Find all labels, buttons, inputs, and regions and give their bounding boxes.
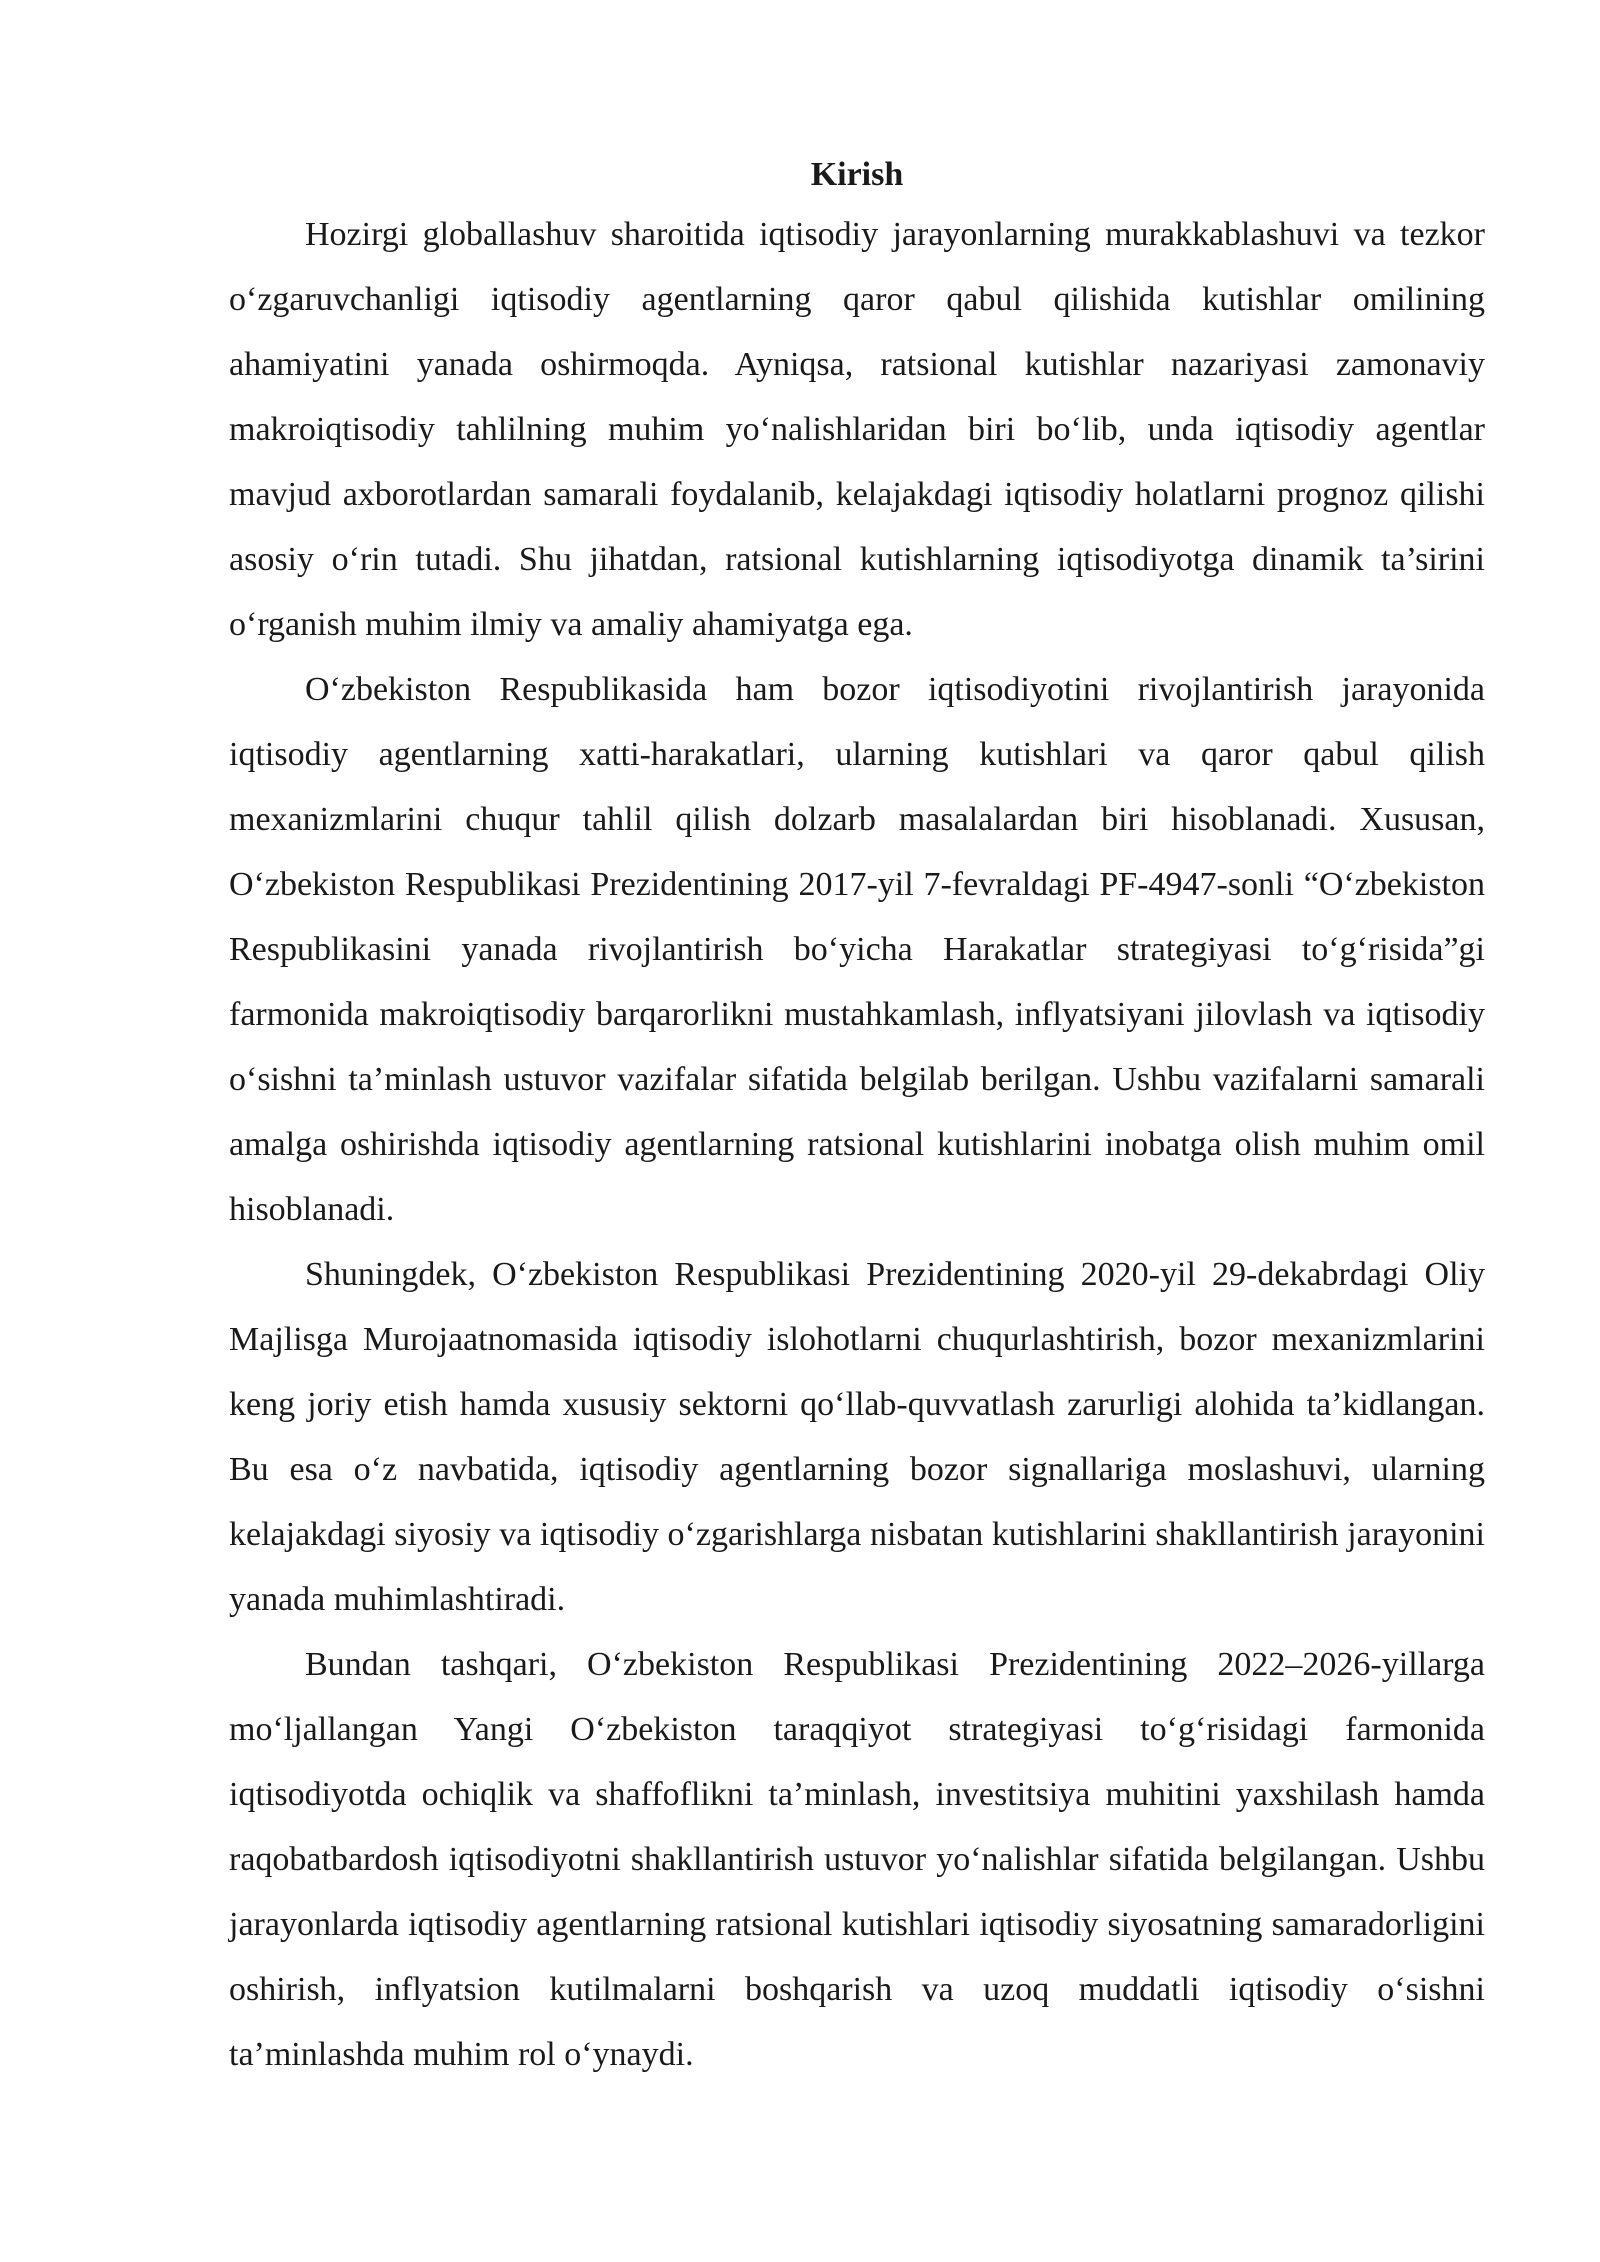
paragraph-3: Shuningdek, O‘zbekiston Respublikasi Prezidentining 2020-yil 29-dekabrdagi Oliy Majlisga Murojaatnomasida iqtisodiy islohotlarni chuqurlashtirish, bozor mexanizmlarini keng joriy etish hamda xususiy sektorni qo‘llab-quvvatlash zarurligi alohida ta’kidlangan. Bu esa o‘z navbatida, iqtisodiy agentlarning bozor signallariga moslashuvi, ularning kelajakdagi siyosiy va iqtisodiy o‘zgarishlarga nisbatan kutishlarini shakllantirish jarayonini yanada muhimlashtiradi. (229, 1256, 1485, 1618)
paragraph-1: Hozirgi globallashuv sharoitida iqtisodiy jarayonlarning murakkablashuvi va tezkor o‘zgaruvchanligi iqtisodiy agentlarning qaror qabul qilishida kutishlar omilining ahamiyatini yanada oshirmoqda. Ayniqsa, ratsional kutishlar nazariyasi zamonaviy makroiqtisodiy tahlilning muhim yo‘nalishlaridan biri bo‘lib, unda iqtisodiy agentlar mavjud axborotlardan samarali foydalanib, kelajakdagi iqtisodiy holatlarni prognoz qilishi asosiy o‘rin tutadi. Shu jihatdan, ratsional kutishlarning iqtisodiyotga dinamik ta’sirini o‘rganish muhim ilmiy va amaliy ahamiyatga ega. (229, 216, 1485, 643)
paragraph-4: Bundan tashqari, O‘zbekiston Respublikasi Prezidentining 2022–2026-yillarga mo‘ljallangan Yangi O‘zbekiston taraqqiyot strategiyasi to‘g‘risidagi farmonida iqtisodiyotda ochiqlik va shaffoflikni ta’minlash, investitsiya muhitini yaxshilash hamda raqobatbardosh iqtisodiyotni shakllantirish ustuvor yo‘nalishlar sifatida belgilangan. Ushbu jarayonlarda iqtisodiy agentlarning ratsional kutishlari iqtisodiy siyosatning samaradorligini oshirish, inflyatsion kutilmalarni boshqarish va uzoq muddatli iqtisodiy o‘sishni ta’minlashda muhim rol o‘ynaydi. (229, 1646, 1485, 2073)
page-title: Kirish (810, 156, 904, 193)
document-body (229, 148, 1485, 2087)
paragraph-2: O‘zbekiston Respublikasida ham bozor iqtisodiyotini rivojlantirish jarayonida iqtisodiy agentlarning xatti-harakatlari, ularning kutishlari va qaror qabul qilish mexanizmlarini chuqur tahlil qilish dolzarb masalalardan biri hisoblanadi. Xususan, O‘zbekiston Respublikasi Prezidentining 2017-yil 7-fevraldagi PF-4947-sonli “O‘zbekiston Respublikasini yanada rivojlantirish bo‘yicha Harakatlar strategiyasi to‘g‘risida”gi farmonida makroiqtisodiy barqarorlikni mustahkamlash, inflyatsiyani jilovlash va iqtisodiy o‘sishni ta’minlash ustuvor vazifalar sifatida belgilab berilgan. Ushbu vazifalarni samarali amalga oshirishda iqtisodiy agentlarning ratsional kutishlarini inobatga olish muhim omil hisoblanadi. (229, 671, 1485, 1228)
